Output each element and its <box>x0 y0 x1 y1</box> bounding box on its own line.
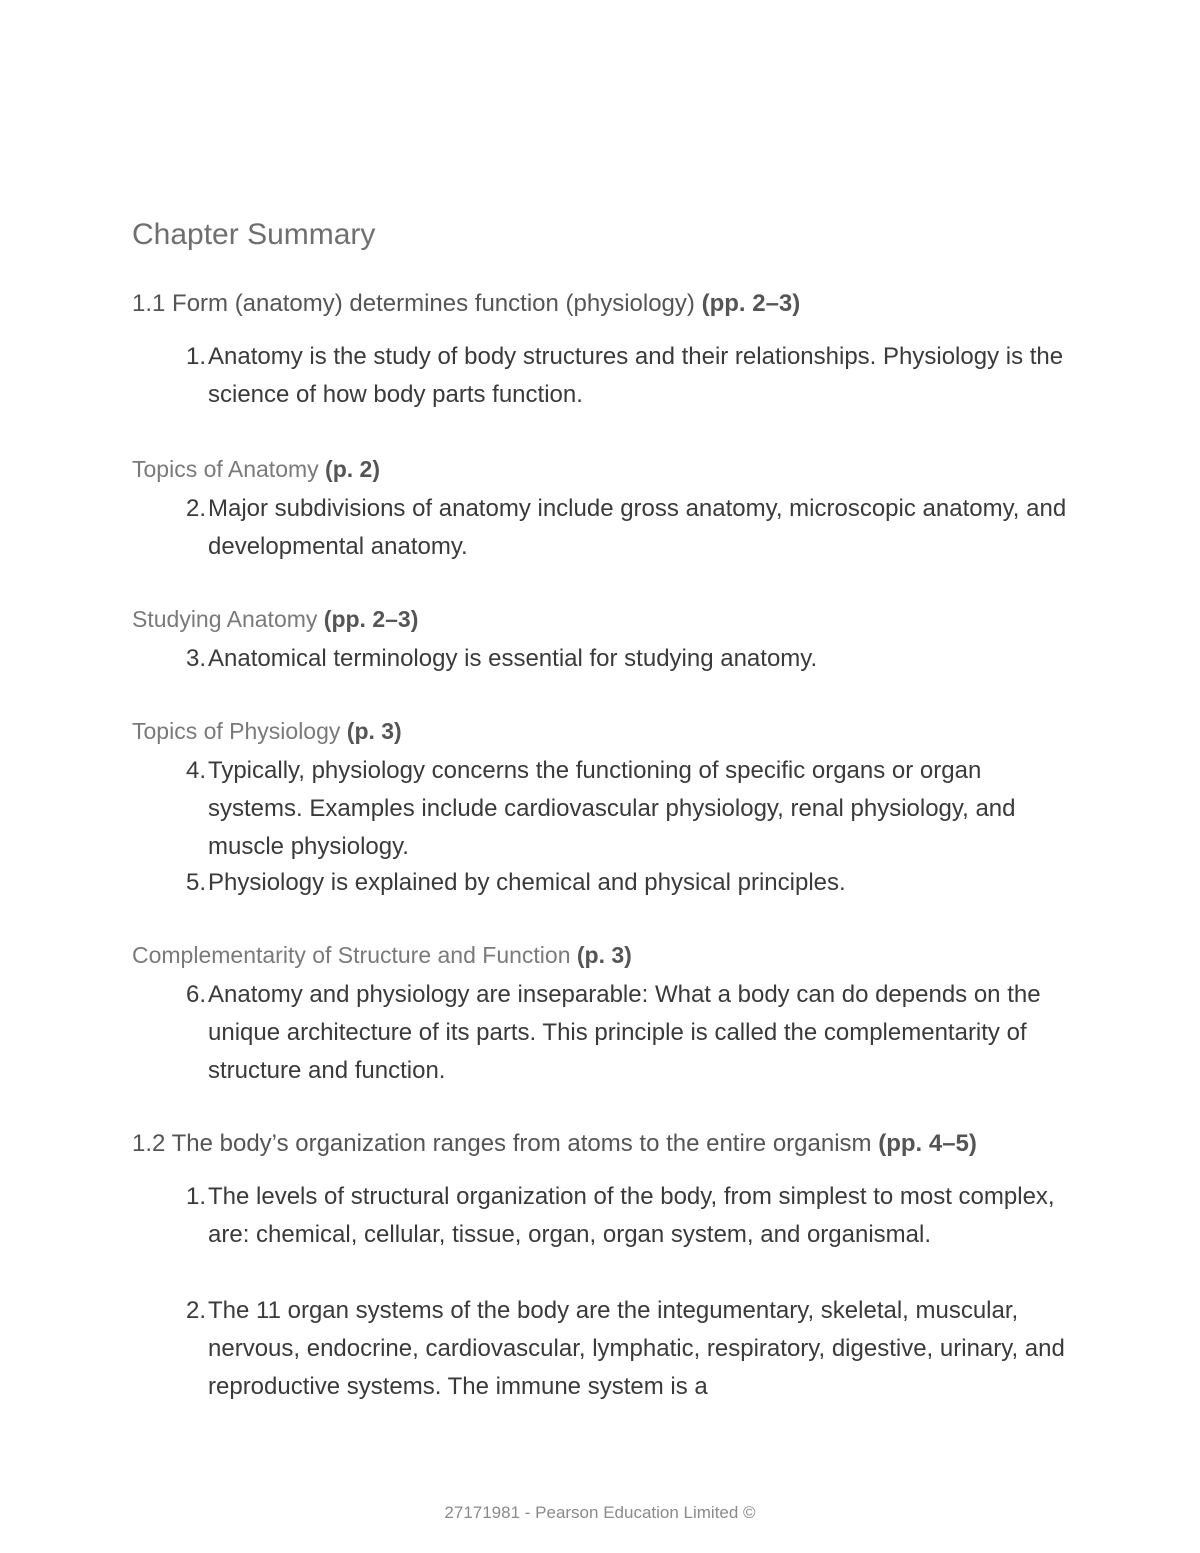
list-item <box>176 1178 1076 1254</box>
item-number: 6. <box>185 981 206 1008</box>
item-text: Anatomy and physiology are inseparable: What a body can do depends on the unique architecture of its parts. This principle is called the complementarity of structure and function. <box>208 981 1041 1084</box>
item-number: 5. <box>185 869 206 896</box>
page-reference: (pp. 2–3) <box>701 290 801 317</box>
subheading-topics-anatomy <box>132 456 380 483</box>
item-text: Anatomy is the study of body structures and their relationships. Physiology is the science of how body parts function. <box>208 343 1064 408</box>
item-text: Anatomical terminology is essential for studying anatomy. <box>208 645 818 672</box>
subheading-text: Complementarity of Structure and Function <box>132 942 571 968</box>
subheading-topics-physiology <box>132 718 402 745</box>
page-reference: (p. 3) <box>576 942 632 968</box>
page-reference: (p. 3) <box>346 718 402 744</box>
list-item <box>176 338 1076 414</box>
item-number: 2. <box>185 1297 206 1324</box>
chapter-title: Chapter Summary <box>132 218 376 251</box>
section-heading-text: 1.1 Form (anatomy) determines function (physiology) <box>132 290 695 317</box>
section-heading-text: 1.2 The body’s organization ranges from atoms to the entire organism <box>132 1130 872 1157</box>
item-text: The levels of structural organization of the body, from simplest to most complex, are: chemical, cellular, tissue, organ, organ system, and organismal. <box>208 1183 1055 1248</box>
list-item <box>176 1292 1076 1406</box>
section-heading-1-2 <box>132 1130 977 1158</box>
subheading-text: Topics of Anatomy <box>132 456 319 482</box>
item-text: Major subdivisions of anatomy include gross anatomy, microscopic anatomy, and developmental anatomy. <box>208 495 1067 560</box>
item-text: Physiology is explained by chemical and physical principles. <box>208 869 846 896</box>
list-item <box>176 640 1076 678</box>
page-reference: (pp. 2–3) <box>323 606 419 632</box>
item-number: 1. <box>185 343 206 370</box>
list-item <box>176 752 1076 866</box>
page-footer: 27171981 - Pearson Education Limited © <box>444 1503 756 1522</box>
list-item <box>176 490 1076 566</box>
item-number: 4. <box>185 757 206 784</box>
item-number: 2. <box>185 495 206 522</box>
list-item <box>176 976 1076 1090</box>
subheading-studying-anatomy <box>132 606 418 633</box>
list-item <box>176 864 1076 902</box>
subheading-complementarity <box>132 942 632 969</box>
item-number: 1. <box>185 1183 206 1210</box>
section-heading-1-1 <box>132 290 800 318</box>
page-reference: (p. 2) <box>325 456 380 482</box>
subheading-text: Studying Anatomy <box>132 606 318 632</box>
subheading-text: Topics of Physiology <box>132 718 341 744</box>
page-reference: (pp. 4–5) <box>878 1130 977 1157</box>
item-number: 3. <box>185 645 206 672</box>
item-text: The 11 organ systems of the body are the integumentary, skeletal, muscular, nervous, endocrine, cardiovascular, lymphatic, respiratory, digestive, urinary, and reproductive systems. The immune system is a <box>208 1297 1065 1400</box>
item-text: Typically, physiology concerns the functioning of specific organs or organ systems. Examples include cardiovascular physiology, renal physiology, and muscle physiology. <box>208 757 1016 860</box>
